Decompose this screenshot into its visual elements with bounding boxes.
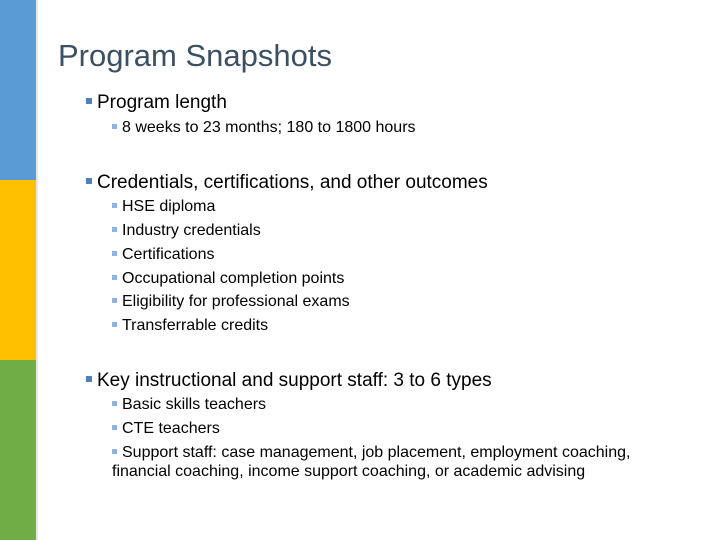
bullet-marker: [112, 401, 117, 406]
sub-bullet: [112, 270, 344, 288]
bullet-text: HSE diploma: [122, 198, 216, 215]
bullet-text: Credentials, certifications, and other outcomes: [97, 172, 488, 193]
sub-bullet: [112, 396, 266, 414]
sub-bullet: [112, 420, 220, 438]
sub-bullet: [112, 198, 215, 216]
sub-bullet-wrapped: [112, 443, 692, 481]
bullet-text: Support staff: case management, job placement, employment coaching, financial coaching, income support coaching, or academic advising: [112, 444, 631, 480]
slide-title: Program Snapshots: [58, 38, 332, 73]
bullet-marker: [112, 425, 117, 430]
bullet-text: Key instructional and support staff: 3 to 6 types: [97, 370, 492, 391]
bullet-marker: [86, 178, 92, 184]
bullet-program-length: [86, 92, 227, 114]
bullet-marker: [112, 449, 117, 454]
sub-bullet: [112, 317, 268, 335]
bullet-staff: [86, 370, 492, 392]
bullet-marker: [112, 298, 117, 303]
bullet-marker: [112, 124, 117, 129]
bullet-marker: [112, 251, 117, 256]
bullet-marker: [112, 275, 117, 280]
bullet-marker: [112, 227, 117, 232]
bullet-text: 8 weeks to 23 months; 180 to 1800 hours: [122, 119, 416, 136]
sub-bullet: [112, 293, 350, 311]
bullet-text: Transferrable credits: [122, 317, 269, 334]
bullet-marker: [112, 203, 117, 208]
sub-bullet: [112, 222, 261, 240]
bullet-text: Occupational completion points: [122, 270, 345, 287]
bullet-marker: [86, 376, 92, 382]
sub-bullet: [112, 119, 416, 137]
sub-bullet: [112, 246, 214, 264]
bullet-text: Certifications: [122, 246, 215, 263]
bullet-text: CTE teachers: [122, 420, 220, 437]
bullet-marker: [86, 98, 92, 104]
bullet-text: Industry credentials: [122, 222, 261, 239]
bullet-text: Eligibility for professional exams: [122, 293, 350, 310]
bullet-marker: [112, 322, 117, 327]
bullet-credentials: [86, 172, 488, 194]
bullet-text: Basic skills teachers: [122, 396, 267, 413]
bullet-text: Program length: [97, 92, 227, 113]
